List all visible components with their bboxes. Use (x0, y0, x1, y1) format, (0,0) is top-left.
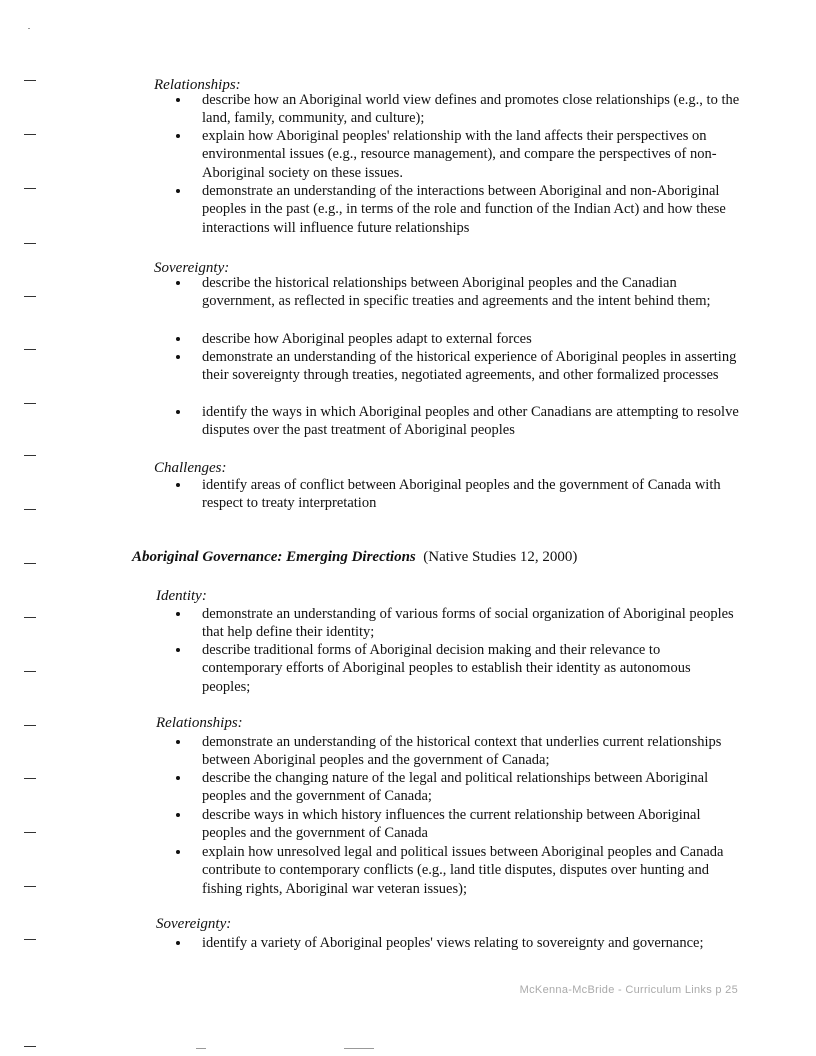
bullet-icon (176, 850, 180, 854)
scan-speck (196, 1048, 206, 1049)
bullet-icon (176, 740, 180, 744)
list-item-text: describe traditional forms of Aboriginal decision making and their relevance to contemporary efforts of Aboriginal peoples to establish their identity as autonomous peoples; (202, 642, 691, 695)
margin-mark (24, 1046, 36, 1047)
bullet-icon (176, 281, 180, 285)
margin-mark (24, 403, 36, 404)
margin-mark (24, 725, 36, 726)
margin-mark (24, 671, 36, 672)
scan-speck (344, 1048, 374, 1049)
bullet-icon (176, 355, 180, 359)
section-heading-sovereignty-2: Sovereignty: (156, 916, 232, 932)
margin-mark (24, 349, 36, 350)
list-item-text: demonstrate an understanding of the historical experience of Aboriginal peoples in asserting their sovereignty through treaties, negotiated agreements, and other formalized processes (202, 349, 737, 384)
bullet-icon (176, 134, 180, 138)
margin-marks (0, 0, 60, 1056)
bullet-icon (176, 483, 180, 487)
bullet-icon (176, 648, 180, 652)
page-footer: McKenna-McBride - Curriculum Links p 25 (519, 984, 738, 996)
list-item-text: describe the historical relationships between Aboriginal peoples and the Canadian government, as reflected in specific treaties and agreements and the intent behind them; (202, 275, 711, 310)
list-item (182, 769, 742, 806)
bullet-icon (176, 98, 180, 102)
bullet-icon (176, 941, 180, 945)
list-item (182, 641, 742, 696)
margin-mark (24, 296, 36, 297)
list-item-text: describe ways in which history influences the current relationship between Aboriginal peoples and the government of Canada (202, 807, 701, 842)
bullet-icon (176, 410, 180, 414)
list-item (182, 403, 742, 440)
margin-mark (24, 509, 36, 510)
list-item (182, 127, 742, 182)
list-item-text: identify areas of conflict between Aboriginal peoples and the government of Canada with respect to treaty interpretation (202, 477, 721, 512)
list-item-text: describe the changing nature of the legal and political relationships between Aboriginal peoples and the government of Canada; (202, 770, 709, 805)
margin-mark (24, 243, 36, 244)
scan-speck (28, 28, 30, 29)
list-item (182, 806, 742, 843)
section-heading-relationships: Relationships: (154, 77, 241, 93)
list-item (182, 348, 742, 385)
list-item-text: identify the ways in which Aboriginal peoples and other Canadians are attempting to resolve disputes over the past treatment of Aboriginal peoples (202, 404, 739, 439)
list-item (182, 182, 742, 237)
margin-mark (24, 134, 36, 135)
margin-mark (24, 778, 36, 779)
margin-mark (24, 455, 36, 456)
margin-mark (24, 617, 36, 618)
margin-mark (24, 886, 36, 887)
list-item (182, 733, 742, 770)
list-item-text: explain how Aboriginal peoples' relationship with the land affects their perspectives on environmental issues (e.g., resource management), and compare the perspectives of non-Aboriginal society on these issues. (202, 128, 717, 181)
list-item-text: demonstrate an understanding of the historical context that underlies current relationships between Aboriginal peoples and the government of Canada; (202, 734, 722, 769)
section-heading-identity: Identity: (156, 588, 207, 604)
margin-mark (24, 832, 36, 833)
list-item-text: identify a variety of Aboriginal peoples' views relating to sovereignty and governance; (202, 935, 704, 951)
list-item (182, 934, 742, 952)
section-heading-challenges: Challenges: (154, 460, 227, 476)
list-item-text: describe how an Aboriginal world view defines and promotes close relationships (e.g., to the land, family, community, and culture); (202, 92, 740, 127)
section-heading-relationships-2: Relationships: (156, 715, 243, 731)
list-item-text: demonstrate an understanding of the interactions between Aboriginal and non-Aboriginal peoples in the past (e.g., in terms of the role and function of the Indian Act) and how these interactions will influence future relationships (202, 183, 726, 236)
course-title-main: Aboriginal Governance: Emerging Directions (132, 549, 416, 565)
list-item (182, 843, 742, 898)
list-item (182, 605, 742, 642)
section-heading-sovereignty: Sovereignty: (154, 260, 230, 276)
margin-mark (24, 188, 36, 189)
bullet-icon (176, 776, 180, 780)
margin-mark (24, 80, 36, 81)
list-item-text: demonstrate an understanding of various forms of social organization of Aboriginal peoples that help define their identity; (202, 606, 734, 641)
course-title (132, 548, 577, 566)
margin-mark (24, 563, 36, 564)
list-item (182, 91, 742, 128)
list-item (182, 274, 742, 311)
course-title-sub: (Native Studies 12, 2000) (423, 549, 578, 565)
margin-mark (24, 939, 36, 940)
bullet-icon (176, 189, 180, 193)
list-item-text: explain how unresolved legal and political issues between Aboriginal peoples and Canada contribute to contemporary conflicts (e.g., land title disputes, disputes over hunting and fishing rights, Aboriginal war veteran issues); (202, 844, 724, 897)
list-item (182, 476, 742, 513)
list-item (182, 330, 742, 348)
bullet-icon (176, 337, 180, 341)
bullet-icon (176, 813, 180, 817)
bullet-icon (176, 612, 180, 616)
list-item-text: describe how Aboriginal peoples adapt to external forces (202, 331, 532, 347)
